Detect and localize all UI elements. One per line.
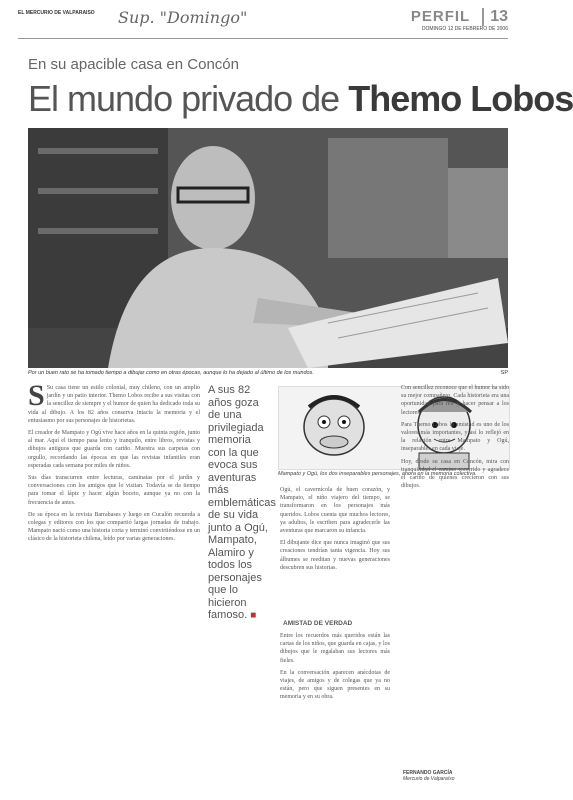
paragraph: Entre los recuerdos más queridos están las cartas de los niños, que guarda en cajas, y los dibujos que le regalaban sus lectores más fieles.: [280, 633, 390, 664]
paragraph: Con sencillez reconoce que el humor ha sido su mejor compañero. Cada historieta era una oportunidad para reír y hacer pensar a los lectores.: [401, 385, 509, 416]
pull-quote-text: A sus 82 años goza de una privilegiada memoria con la que evoca sus aventuras más emblemáticas de su vida junto a Ogú, Mampato, Alamiro y todos los personajes que lo hicieron famoso.: [208, 384, 276, 621]
byline-name: FERNANDO GARCÍA: [403, 770, 453, 776]
paragraph-text: Su casa tiene un estilo colonial, muy chileno, con un amplio jardín y un patio interior. Themo Lobos recibe a sus visitas con la sencillez de siempre y el humor de quien ha dedicado toda su vida al dibujo. A los 82 años conserva intacta la memoria y el entusiasmo por sus personajes de historietas.: [28, 385, 200, 424]
drop-cap: S: [28, 379, 45, 412]
paragraph: Sus días transcurren entre lecturas, caminatas por el jardín y conversaciones con los amigos que lo visitan. Todavía se da tiempo para tomar el lápiz y hacer algún boceto, aunque ya no con la frecuencia de antes.: [28, 475, 200, 506]
photo-caption: [28, 370, 508, 376]
newspaper-name: EL MERCURIO DE VALPARAISO: [18, 10, 95, 16]
column-4: [401, 384, 509, 494]
subheading: AMISTAD DE VERDAD: [283, 620, 353, 627]
column-3-lower: [280, 632, 390, 706]
newspaper-page: [18, 8, 573, 788]
paragraph: En la conversación aparecen anécdotas de viajes, de amigos y de colegas que ya no están, pero que siguen presentes en su memoria y en su obra.: [280, 669, 390, 701]
cartoon-caption: Mampato y Ogú, los dos inseparables personajes, ahora en la memoria colectiva.: [278, 471, 477, 477]
photo-caption-text: Por un buen rato se ha tomado tiempo a dibujar como en otras épocas, aunque lo ha dejado al último de los mundos.: [28, 370, 314, 376]
headline-name: Themo Lobos: [348, 78, 573, 119]
column-1: [28, 379, 200, 548]
byline: [403, 770, 455, 782]
paragraph: [28, 379, 200, 425]
handwritten-note: Sup. "Domingo": [118, 8, 248, 27]
photo-credit: SP: [500, 370, 508, 376]
photo-illustration: [28, 128, 508, 368]
section-header: [411, 8, 508, 32]
headline: [28, 78, 573, 120]
kicker: En su apacible casa en Concón: [28, 56, 239, 73]
section-name: PERFIL: [410, 8, 471, 25]
header-rule: [18, 38, 508, 39]
paragraph: El creador de Mampato y Ogú vive hace años en la quinta región, junto al mar. Aquí el tiempo pasa lento y tranquilo, entre libros, revistas y dibujos antiguos que guarda con cariño. Muestra sus carpetas con orgullo, recordando las épocas en que las revistas infantiles eran esperadas cada semana por miles de niños.: [28, 430, 200, 469]
main-photo: [28, 128, 508, 368]
masthead: [18, 8, 508, 36]
paragraph: El dibujante dice que nunca imaginó que sus creaciones tendrían tanta vigencia. Hoy sus álbumes se reeditan y nuevas generaciones descubren sus historias.: [280, 540, 390, 571]
end-mark-icon: ■: [250, 610, 257, 621]
pull-quote: [208, 384, 276, 623]
issue-date: DOMINGO 12 DE FEBRERO DE 2006: [421, 26, 508, 32]
paragraph: Para Themo Lobos la amistad es uno de los valores más importantes, y así lo reflejó en la relación entre Mampato y Ogú, inseparables en cada viaje.: [401, 421, 509, 453]
column-3: [280, 486, 390, 576]
paragraph: Hoy, desde su casa en Concón, mira con tranquilidad el camino recorrido y agradece el cariño de quienes crecieron con sus dibujos.: [401, 458, 509, 490]
paragraph: De su época en la revista Barrabases y luego en Cucalón recuerda a colegas y editores con los que compartió largas jornadas de trabajo. Mampato nació como una historia corta y terminó convirtiéndose en un clásico de la historieta chilena, leído por varias generaciones.: [28, 511, 200, 543]
headline-prefix: El mundo privado de: [28, 78, 340, 119]
page-number: 13: [482, 8, 508, 26]
paragraph: Ogú, el cavernícola de buen corazón, y Mampato, el niño viajero del tiempo, se transformaron en los personajes más queridos. Lobos cuenta que muchos lectores, ya adultos, le escriben para agradecerle las aventuras que marcaron su infancia.: [280, 487, 390, 535]
byline-role: Mercurio de Valparaíso: [403, 776, 455, 782]
